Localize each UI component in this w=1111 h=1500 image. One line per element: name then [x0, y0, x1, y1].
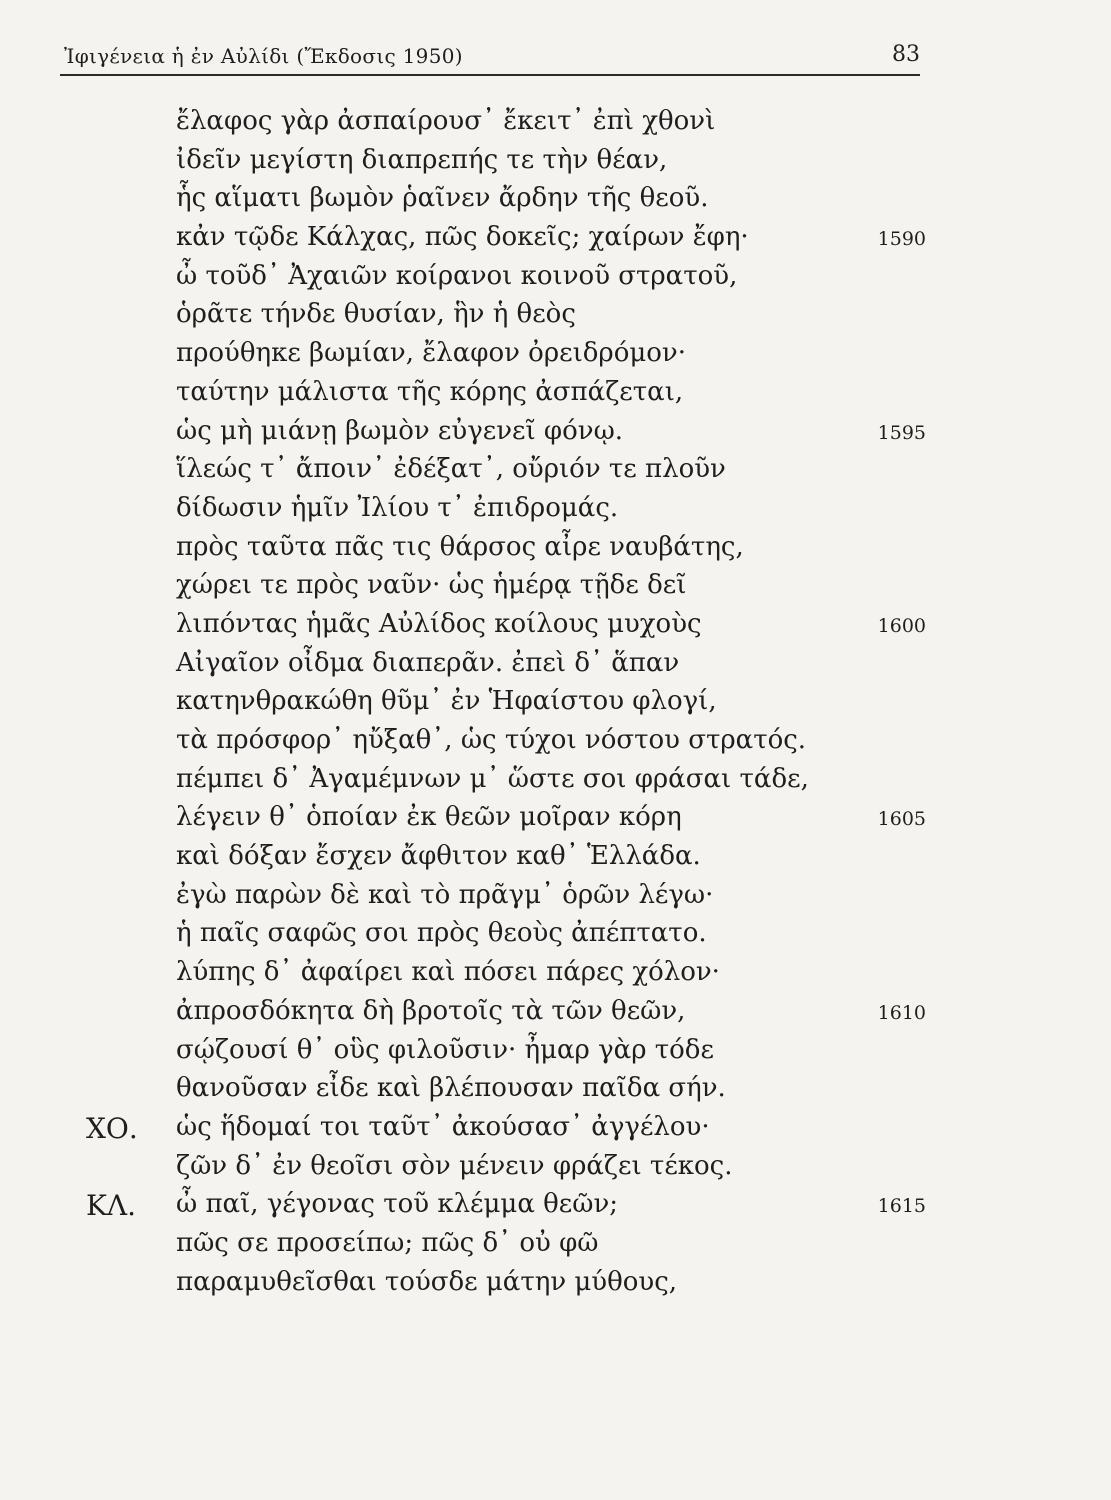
verse-text: ἔλαφος γὰρ ἀσπαίρουσ᾽ ἔκειτ᾽ ἐπὶ χθονὶ	[176, 106, 716, 136]
verse-line	[0, 800, 1111, 839]
verse-line	[0, 839, 1111, 878]
verse-line	[0, 723, 1111, 762]
verse-text: ἀπροσδόκητα δὴ βροτοῖς τὰ τῶν θεῶν,	[176, 995, 686, 1026]
verse-text: ἰδεῖν μεγίστη διαπρεπής τε τὴν θέαν,	[176, 144, 668, 175]
verse-line	[0, 878, 1111, 917]
verse-text: ἧς αἵματι βωμὸν ῥαῖνεν ἄρδην τῆς θεοῦ.	[176, 183, 709, 214]
verse-line	[0, 1187, 1111, 1226]
verse-line	[0, 568, 1111, 607]
verse-line	[0, 530, 1111, 569]
line-number: 1610	[877, 1001, 926, 1024]
verse-line	[0, 955, 1111, 994]
verse-text: ὦ παῖ, γέγονας τοῦ κλέμμα θεῶν;	[176, 1189, 619, 1220]
verse-line	[0, 646, 1111, 685]
verse-text: πῶς σε προσείπω; πῶς δ᾽ οὐ φῶ	[176, 1227, 599, 1258]
verse-line	[0, 1033, 1111, 1072]
line-number: 1615	[877, 1195, 926, 1218]
verse-text: λύπης δ᾽ ἀφαίρει καὶ πόσει πάρες χόλον·	[176, 957, 720, 988]
line-number: 1590	[877, 228, 926, 251]
speaker-label: ΚΛ.	[86, 1189, 137, 1223]
verse-text: θανοῦσαν εἶδε καὶ βλέπουσαν παῖδα σήν.	[176, 1073, 726, 1104]
verse-text: λιπόντας ἡμᾶς Αὐλίδος κοίλους μυχοὺς	[176, 608, 702, 639]
verse-line	[0, 220, 1111, 259]
verse-line	[0, 916, 1111, 955]
speaker-label: ΧΟ.	[86, 1111, 138, 1145]
verse-text: ἡ παῖς σαφῶς σοι πρὸς θεοὺς ἀπέπτατο.	[176, 918, 707, 949]
line-number: 1595	[877, 421, 926, 444]
verse-line	[0, 414, 1111, 453]
verse-text: ἵλεώς τ᾽ ἄποιν᾽ ἐδέξατ᾽, οὔριόν τε πλοῦν	[176, 454, 726, 485]
line-number: 1600	[877, 614, 926, 637]
verse-line	[0, 375, 1111, 414]
verse-text: ὡς ἥδομαί τοι ταῦτ᾽ ἀκούσασ᾽ ἀγγέλου·	[176, 1111, 710, 1142]
verse-line	[0, 1110, 1111, 1149]
page-header	[60, 40, 920, 76]
verse-text: δίδωσιν ἡμῖν Ἰλίου τ᾽ ἐπιδρομάς.	[176, 492, 619, 523]
verse-text: παραμυθεῖσθαι τούσδε μάτην μύθους,	[176, 1266, 678, 1297]
verse-text: πέμπει δ᾽ Ἀγαμέμνων μ᾽ ὥστε σοι φράσαι τάδε,	[176, 763, 809, 794]
verse-line	[0, 1226, 1111, 1265]
verse-text: χώρει τε πρὸς ναῦν· ὡς ἡμέρᾳ τῇδε δεῖ	[176, 570, 687, 601]
verse-line	[0, 181, 1111, 220]
verse-line	[0, 684, 1111, 723]
verse-text: ζῶν δ᾽ ἐν θεοῖσι σὸν μένειν φράζει τέκος.	[176, 1150, 733, 1181]
verse-line	[0, 1149, 1111, 1188]
verse-text: ἐγὼ παρὼν δὲ καὶ τὸ πρᾶγμ᾽ ὁρῶν λέγω·	[176, 879, 714, 910]
verse-text: προύθηκε βωμίαν, ἔλαφον ὀρειδρόμον·	[176, 338, 686, 369]
running-title: Ἰφιγένεια ἡ ἐν Αὐλίδι (Ἔκδοσις 1950)	[64, 44, 463, 68]
verse-line	[0, 491, 1111, 530]
verse-text: καὶ δόξαν ἔσχεν ἄφθιτον καθ᾽ Ἑλλάδα.	[176, 841, 701, 872]
verse-text: πρὸς ταῦτα πᾶς τις θάρσος αἶρε ναυβάτης,	[176, 531, 744, 562]
verse-text: σῴζουσί θ᾽ οὓς φιλοῦσιν· ἦμαρ γὰρ τόδε	[176, 1034, 714, 1065]
verse-line	[0, 259, 1111, 298]
verse-line	[0, 143, 1111, 182]
verse-line	[0, 336, 1111, 375]
verse-block	[0, 104, 1111, 1303]
verse-line	[0, 1265, 1111, 1304]
verse-text: ὡς μὴ μιάνῃ βωμὸν εὐγενεῖ φόνῳ.	[176, 415, 624, 446]
verse-line	[0, 297, 1111, 336]
verse-text: ὦ τοῦδ᾽ Ἀχαιῶν κοίρανοι κοινοῦ στρατοῦ,	[176, 260, 738, 291]
verse-text: ὁρᾶτε τήνδε θυσίαν, ἣν ἡ θεὸς	[176, 299, 576, 330]
verse-line	[0, 1071, 1111, 1110]
verse-text: λέγειν θ᾽ ὁποίαν ἐκ θεῶν μοῖραν κόρη	[176, 802, 682, 833]
verse-text: κἀν τῷδε Κάλχας, πῶς δοκεῖς; χαίρων ἔφη·	[176, 222, 749, 253]
verse-line	[0, 607, 1111, 646]
verse-text: κατηνθρακώθη θῦμ᾽ ἐν Ἡφαίστου φλογί,	[176, 686, 717, 717]
verse-line	[0, 104, 1111, 143]
line-number: 1605	[877, 808, 926, 831]
verse-line	[0, 994, 1111, 1033]
verse-line	[0, 762, 1111, 801]
verse-line	[0, 452, 1111, 491]
verse-text: Αἰγαῖον οἶδμα διαπερᾶν. ἐπεὶ δ᾽ ἅπαν	[176, 647, 680, 678]
verse-text: τὰ πρόσφορ᾽ ηὔξαθ᾽, ὡς τύχοι νόστου στρατός.	[176, 725, 807, 755]
page-number: 83	[892, 42, 920, 67]
verse-text: ταύτην μάλιστα τῆς κόρης ἀσπάζεται,	[176, 376, 684, 407]
